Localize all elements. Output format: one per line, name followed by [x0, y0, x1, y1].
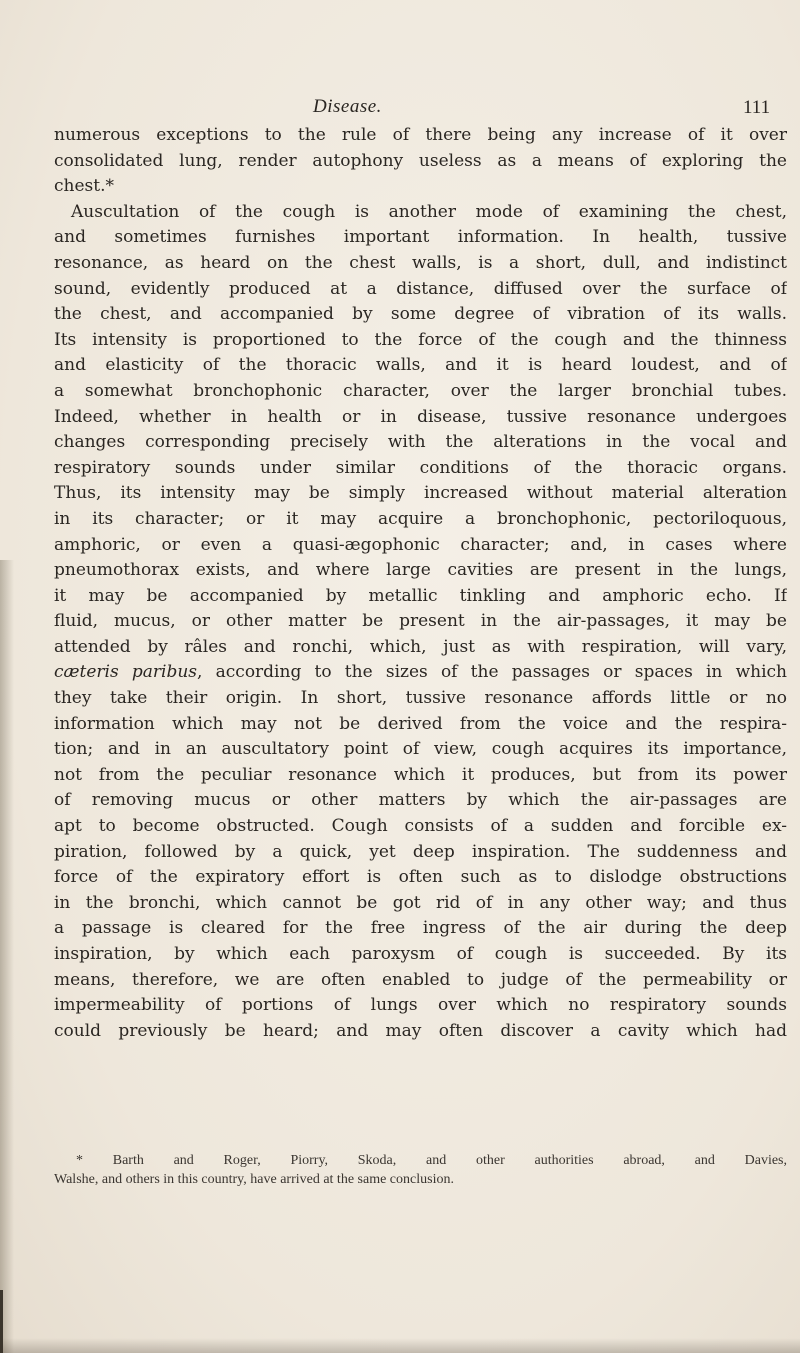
text-line: and sometimes furnishes important information. In health, tussive [54, 227, 787, 248]
text-line: not from the peculiar resonance which it produces, but from its power [54, 764, 787, 785]
text-line: could previously be heard; and may often discover a cavity which had [54, 1020, 787, 1041]
text-line: sound, evidently produced at a distance, diffused over the surface of [54, 278, 787, 299]
page-bottom-shadow [0, 1338, 800, 1353]
text-line: of removing mucus or other matters by which the air-passages are [54, 790, 787, 811]
text-line: apt to become obstructed. Cough consists of a sudden and forcible ex- [54, 816, 787, 837]
text-line: piration, followed by a quick, yet deep inspiration. The suddenness and [54, 841, 787, 862]
text-line: information which may not be derived from the voice and the respira- [54, 713, 787, 734]
text-line: means, therefore, we are often enabled to judge of the permeability or [54, 969, 787, 990]
text-line: numerous exceptions to the rule of there being any increase of it over [54, 125, 787, 145]
text-line: in the bronchi, which cannot be got rid of in any other way; and thus [54, 892, 787, 913]
text-line: amphoric, or even a quasi-ægophonic character; and, in cases where [54, 534, 787, 555]
text-line: resonance, as heard on the chest walls, is a short, dull, and indistinct [54, 252, 787, 273]
text-line: respiratory sounds under similar conditions of the thoracic organs. [54, 457, 787, 478]
text-line: attended by râles and ronchi, which, just as with respiration, will vary, [54, 636, 787, 657]
text-line: they take their origin. In short, tussive resonance affords little or no [54, 688, 787, 709]
page-number: 111 [743, 97, 771, 118]
text-line: and elasticity of the thoracic walls, and it is heard loudest, and of [54, 355, 787, 376]
text-line: the chest, and accompanied by some degree of vibration of its walls. [54, 304, 787, 325]
text-line: force of the expiratory effort is often such as to dislodge obstructions [54, 867, 787, 888]
text-line: chest.* [54, 176, 114, 197]
text-line: pneumothorax exists, and where large cavities are present in the lungs, [54, 560, 787, 581]
footnote-line: Walshe, and others in this country, have arrived at the same conclusion. [54, 1172, 454, 1187]
text-line-italic: cæteris paribus, according to the sizes of the passages or spaces in which [54, 662, 787, 683]
text-line: Indeed, whether in health or in disease, tussive resonance undergoes [54, 406, 787, 427]
text-line: Its intensity is proportioned to the force of the cough and the thinness [54, 329, 787, 350]
text-line: a passage is cleared for the free ingress of the air during the deep [54, 918, 787, 939]
text-line: in its character; or it may acquire a bronchophonic, pectoriloquous, [54, 508, 787, 529]
text-line: a somewhat bronchophonic character, over the larger bronchial tubes. [54, 380, 787, 401]
binding-shadow [0, 560, 14, 1353]
text-line: changes corresponding precisely with the alterations in the vocal and [54, 432, 787, 453]
text-line: fluid, mucus, or other matter be present in the air-passages, it may be [54, 611, 787, 632]
page-header [0, 96, 800, 126]
text-line: it may be accompanied by metallic tinkling and amphoric echo. If [54, 585, 787, 606]
text-line: Thus, its intensity may be simply increased without material alteration [54, 483, 787, 504]
text-line: impermeability of portions of lungs over which no respiratory sounds [54, 995, 787, 1016]
text-line: Auscultation of the cough is another mode of examining the chest, [71, 201, 787, 222]
running-title: Disease. [313, 96, 382, 117]
text-line: tion; and in an auscultatory point of view, cough acquires its importance, [54, 739, 787, 760]
body-text [54, 123, 787, 1044]
footnote [54, 1151, 787, 1189]
text-line: inspiration, by which each paroxysm of cough is succeeded. By its [54, 944, 787, 964]
footnote-line: * Barth and Roger, Piorry, Skoda, and other authorities abroad, and Davies, [76, 1153, 787, 1168]
text-line: consolidated lung, render autophony useless as a means of exploring the [54, 150, 787, 171]
